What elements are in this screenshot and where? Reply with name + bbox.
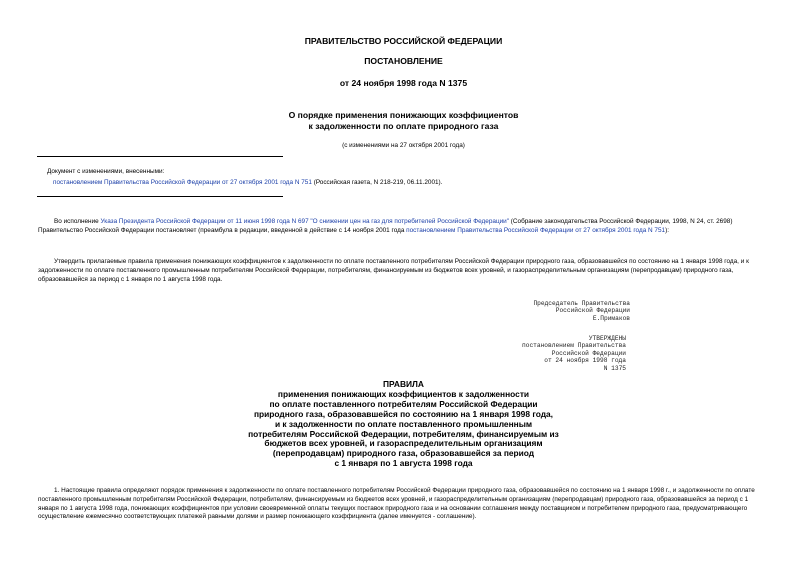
signature-country: Российской Федерации	[555, 307, 630, 315]
rules-title-line-7: (перепродавцам) природного газа, образовавшейся за период	[272, 448, 535, 459]
rules-title-line-4: и к задолженности по оплате поставленного промышленным	[274, 418, 533, 429]
rules-title-block	[0, 380, 807, 469]
divider-top	[37, 156, 283, 157]
document-title-line-2: к задолженности по оплате природного газа	[308, 121, 499, 131]
approval-line-2: постановлением Правительства	[522, 342, 626, 350]
document-type: ПОСТАНОВЛЕНИЕ	[364, 56, 443, 66]
signature-block	[514, 300, 630, 322]
approval-heading: УТВЕРЖДЕНЫ	[588, 335, 626, 342]
approval-line-4: от 24 ноября 1998 года	[544, 357, 626, 365]
approval-line-5: N 1375	[603, 364, 626, 372]
signature-name: Е.Примаков	[592, 314, 630, 322]
resolution-paragraph: Утвердить прилагаемые правила применения понижающих коэффициентов к задолженности по оплате поставленного потребителям Российской Федерации природного газа, образовавшейся по состоянию на 1 января 1998 года, и к задолженности по оплате поставленного промышленным потребителям Российской Федерации, потребителям, финансируемым из бюджетов всех уровней, и газораспределительным организациям (перепродавцам) природного газа, образовавшейся за период с 1 января по 1 августа 1998 года.	[38, 258, 749, 283]
government-heading: ПРАВИТЕЛЬСТВО РОССИЙСКОЙ ФЕДЕРАЦИИ	[304, 36, 503, 46]
amendment-note: (с изменениями на 27 октября 2001 года)	[342, 142, 465, 149]
rules-title-line-3: природного газа, образовавшейся по состоянию на 1 января 1998 года,	[253, 408, 554, 419]
rules-item-1: 1. Настоящие правила определяют порядок применения к задолженности по оплате поставленного потребителям Российской Федерации природного газа, образовавшейся по состоянию на 1 января 1998 г., и задолженности по оплате поставленного промышленным потребителям Российской Федерации, потребителям, финансируемым из бюджетов всех уровней, и газораспределительным организациям (перепродавцам) природного газа, образовавшейся за период с 1 января по 1 августа 1998 года, понижающих коэффициентов при условии своевременной оплаты текущих поставок природного газа и на основании соглашения между поставщиком и потребителем природного газа, предусматривающего осуществление ежемесячно соответствующих платежей равными долями и размер понижающего коэффициента (далее именуется - соглашение).	[38, 487, 755, 521]
document-date-number: от 24 ноября 1998 года N 1375	[339, 78, 468, 88]
rules-heading: ПРАВИЛА	[383, 379, 424, 389]
rules-title-line-1: применения понижающих коэффициентов к задолженности	[277, 388, 530, 399]
rules-title-line-2: по оплате поставленного потребителям Российской Федерации	[269, 398, 538, 409]
divider-bottom	[37, 196, 283, 197]
amendment-decree-link[interactable]: постановлением Правительства Российской Федерации от 27 октября 2001 года N 751	[53, 179, 312, 186]
government-decree-link[interactable]: постановлением Правительства Российской Федерации от 27 октября 2001 года N 751	[406, 226, 666, 234]
rules-title-line-6: бюджетов всех уровней, и газораспределительным организациям	[264, 438, 543, 449]
approval-block	[504, 335, 626, 372]
rules-title-line-8: с 1 января по 1 августа 1998 года	[334, 458, 473, 469]
presidential-decree-link[interactable]: Указа Президента Российской Федерации от 11 июня 1998 года N 697 "О снижении цен на газ для потребителей Российской Федерации"	[100, 218, 510, 225]
preamble-paragraph: Во исполнение Указа Президента Российской Федерации от 11 июня 1998 года N 697 "О снижении цен на газ для потребителей Российской Федерации" (Собрание законодательства Российской Федерации, 1998, N 24, ст. 2698) Правительство Российской Федерации постановляет (преамбула в редакции, введенной в действие с 14 ноября 2001 года постановлением Правительства Российской Федерации от 27 октября 2001 года N 751):	[38, 218, 733, 234]
approval-line-3: Российской Федерации	[551, 349, 626, 357]
signature-position: Председатель Правительства	[533, 300, 630, 307]
rules-title-line-5: потребителям Российской Федерации, потребителям, финансируемым из	[248, 428, 559, 439]
amendments-reference	[53, 179, 773, 188]
amendment-source: (Российская газета, N 218-219, 06.11.2001).	[311, 179, 443, 186]
document-title-line-1: О порядке применения понижающих коэффициентов	[288, 110, 519, 120]
amendments-intro: Документ с изменениями, внесенными:	[47, 168, 165, 175]
